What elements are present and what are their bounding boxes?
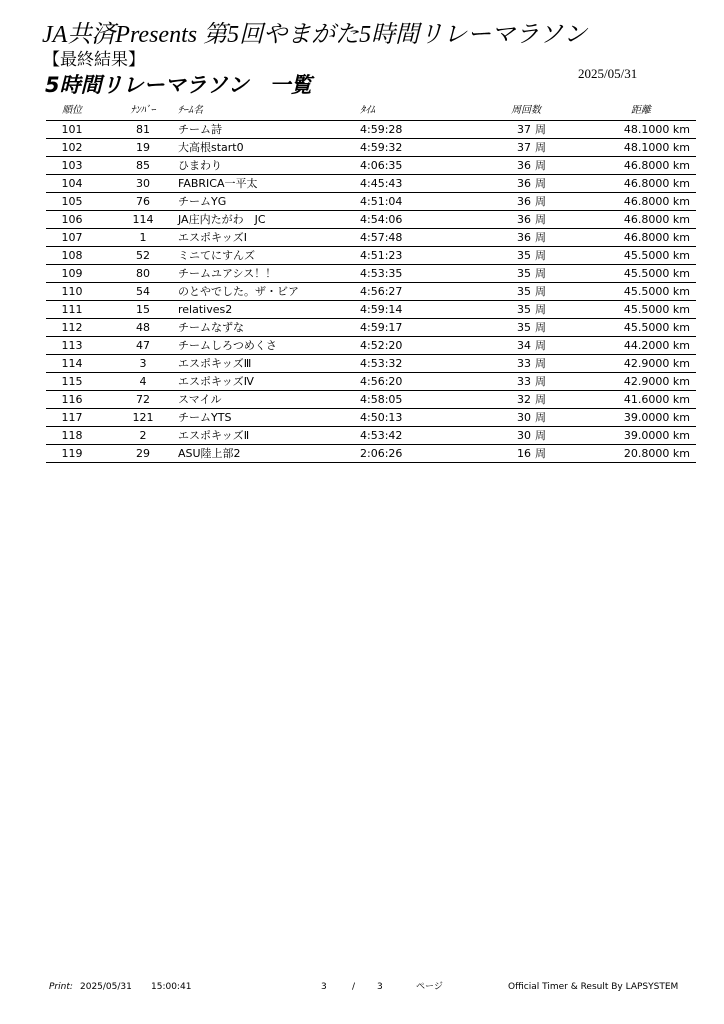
number-cell: 52 — [136, 249, 150, 262]
laps-unit: 周 — [535, 447, 546, 460]
laps-value: 37 — [517, 123, 531, 136]
header-time: ﾀｲﾑ — [360, 105, 375, 116]
time-cell: 4:56:27 — [360, 285, 403, 298]
total-pages: 3 — [377, 982, 383, 992]
distance-cell: 45.5000 km — [623, 303, 690, 316]
page-label: ページ — [416, 982, 443, 992]
number-cell: 72 — [136, 393, 150, 406]
distance-cell: 46.8000 km — [623, 159, 690, 172]
distance-cell: 46.8000 km — [623, 231, 690, 244]
laps-cell — [486, 175, 546, 192]
laps-unit: 周 — [535, 231, 546, 244]
laps-value: 30 — [517, 411, 531, 424]
laps-cell — [486, 391, 546, 408]
table-row — [46, 319, 696, 337]
number-cell: 85 — [136, 159, 150, 172]
distance-cell: 41.6000 km — [623, 393, 690, 406]
distance-cell: 45.5000 km — [623, 267, 690, 280]
rank-cell: 109 — [61, 267, 83, 280]
time-cell: 4:52:20 — [360, 339, 403, 352]
number-cell: 3 — [139, 357, 147, 370]
laps-cell — [486, 265, 546, 282]
team-cell: チームユアシス！！ — [178, 267, 277, 280]
distance-cell: 39.0000 km — [623, 429, 690, 442]
team-cell: ひまわり — [178, 159, 222, 172]
time-cell: 4:56:20 — [360, 375, 403, 388]
laps-unit: 周 — [535, 357, 546, 370]
laps-value: 16 — [517, 447, 531, 460]
number-cell: 114 — [132, 213, 154, 226]
header-laps: 周回数 — [511, 105, 541, 116]
distance-cell: 45.5000 km — [623, 285, 690, 298]
laps-value: 36 — [517, 177, 531, 190]
header-rank: 順位 — [62, 105, 82, 116]
laps-unit: 周 — [535, 321, 546, 334]
number-cell: 30 — [136, 177, 150, 190]
time-cell: 4:58:05 — [360, 393, 403, 406]
number-cell: 2 — [139, 429, 147, 442]
rank-cell: 108 — [61, 249, 83, 262]
rank-cell: 111 — [61, 303, 83, 316]
rank-cell: 115 — [61, 375, 83, 388]
print-time: 15:00:41 — [151, 982, 192, 992]
team-cell: チームYG — [178, 195, 227, 208]
number-cell: 54 — [136, 285, 150, 298]
time-cell: 4:59:32 — [360, 141, 403, 154]
team-cell: スマイル — [178, 393, 222, 406]
results-table — [46, 104, 696, 463]
number-cell: 81 — [136, 123, 150, 136]
table-row — [46, 427, 696, 445]
rank-cell: 116 — [61, 393, 83, 406]
laps-value: 36 — [517, 159, 531, 172]
time-cell: 2:06:26 — [360, 447, 403, 460]
number-cell: 76 — [136, 195, 150, 208]
laps-cell — [486, 409, 546, 426]
laps-cell — [486, 139, 546, 156]
laps-unit: 周 — [535, 303, 546, 316]
laps-cell — [486, 319, 546, 336]
time-cell: 4:59:17 — [360, 321, 403, 334]
laps-cell — [486, 373, 546, 390]
laps-value: 33 — [517, 357, 531, 370]
table-header — [46, 104, 696, 121]
laps-unit: 周 — [535, 429, 546, 442]
number-cell: 1 — [139, 231, 147, 244]
rank-cell: 102 — [61, 141, 83, 154]
laps-unit: 周 — [535, 285, 546, 298]
table-row — [46, 193, 696, 211]
table-row — [46, 445, 696, 463]
table-row — [46, 301, 696, 319]
time-cell: 4:53:42 — [360, 429, 403, 442]
table-body — [46, 121, 696, 463]
laps-unit: 周 — [535, 195, 546, 208]
table-row — [46, 265, 696, 283]
team-cell: JA庄内たがわ JC — [178, 213, 266, 226]
print-label: Print: — [49, 982, 73, 992]
laps-cell — [486, 445, 546, 462]
laps-value: 32 — [517, 393, 531, 406]
page-separator: / — [352, 982, 356, 992]
rank-cell: 110 — [61, 285, 83, 298]
rank-cell: 101 — [61, 123, 83, 136]
team-cell: チームしろつめくさ — [178, 339, 277, 352]
laps-cell — [486, 427, 546, 444]
number-cell: 121 — [132, 411, 154, 424]
table-row — [46, 121, 696, 139]
rank-cell: 118 — [61, 429, 83, 442]
time-cell: 4:59:28 — [360, 123, 403, 136]
time-cell: 4:53:35 — [360, 267, 403, 280]
laps-unit: 周 — [535, 159, 546, 172]
header-number: ﾅﾝﾊﾞｰ — [130, 105, 156, 116]
list-title: 5時間リレーマラソン 一覧 — [45, 73, 312, 97]
time-cell: 4:51:23 — [360, 249, 403, 262]
rank-cell: 119 — [61, 447, 83, 460]
laps-unit: 周 — [535, 375, 546, 388]
laps-unit: 周 — [535, 249, 546, 262]
laps-value: 30 — [517, 429, 531, 442]
laps-value: 33 — [517, 375, 531, 388]
laps-value: 36 — [517, 231, 531, 244]
team-cell: チームなずな — [178, 321, 244, 334]
distance-cell: 42.9000 km — [623, 375, 690, 388]
team-cell: エスポキッズⅡ — [178, 429, 250, 442]
team-cell: ASU陸上部2 — [178, 447, 241, 460]
laps-unit: 周 — [535, 267, 546, 280]
print-date: 2025/05/31 — [80, 982, 132, 992]
distance-cell: 48.1000 km — [623, 141, 690, 154]
laps-cell — [486, 301, 546, 318]
rank-cell: 114 — [61, 357, 83, 370]
laps-cell — [486, 247, 546, 264]
laps-unit: 周 — [535, 393, 546, 406]
time-cell: 4:57:48 — [360, 231, 403, 244]
distance-cell: 46.8000 km — [623, 195, 690, 208]
time-cell: 4:53:32 — [360, 357, 403, 370]
distance-cell: 20.8000 km — [623, 447, 690, 460]
team-cell: チームYTS — [178, 411, 232, 424]
laps-cell — [486, 193, 546, 210]
team-cell: エスポキッズⅢ — [178, 357, 252, 370]
team-cell: エスポキッズⅠ — [178, 231, 248, 244]
rank-cell: 105 — [61, 195, 83, 208]
team-cell: ミニてにすんズ — [178, 249, 255, 262]
number-cell: 19 — [136, 141, 150, 154]
laps-value: 35 — [517, 321, 531, 334]
team-cell: FABRICA一平太 — [178, 177, 258, 190]
rank-cell: 112 — [61, 321, 83, 334]
distance-cell: 42.9000 km — [623, 357, 690, 370]
laps-cell — [486, 157, 546, 174]
table-row — [46, 211, 696, 229]
table-row — [46, 247, 696, 265]
table-row — [46, 409, 696, 427]
laps-value: 36 — [517, 213, 531, 226]
number-cell: 48 — [136, 321, 150, 334]
time-cell: 4:54:06 — [360, 213, 403, 226]
laps-value: 37 — [517, 141, 531, 154]
distance-cell: 44.2000 km — [623, 339, 690, 352]
team-cell: エスポキッズⅣ — [178, 375, 254, 388]
number-cell: 29 — [136, 447, 150, 460]
rank-cell: 113 — [61, 339, 83, 352]
laps-value: 35 — [517, 249, 531, 262]
event-title: JA共済Presents 第5回やまがた5時間リレーマラソン — [42, 22, 588, 48]
table-row — [46, 337, 696, 355]
table-row — [46, 391, 696, 409]
header-team: ﾁｰﾑ名 — [178, 105, 203, 116]
laps-cell — [486, 121, 546, 138]
rank-cell: 117 — [61, 411, 83, 424]
distance-cell: 45.5000 km — [623, 321, 690, 334]
number-cell: 4 — [139, 375, 147, 388]
rank-cell: 104 — [61, 177, 83, 190]
rank-cell: 106 — [61, 213, 83, 226]
laps-unit: 周 — [535, 411, 546, 424]
laps-value: 34 — [517, 339, 531, 352]
laps-cell — [486, 355, 546, 372]
laps-unit: 周 — [535, 141, 546, 154]
laps-cell — [486, 283, 546, 300]
team-cell: チーム詩 — [178, 123, 222, 136]
laps-cell — [486, 337, 546, 354]
laps-value: 35 — [517, 267, 531, 280]
timer-credit: Official Timer & Result By LAPSYSTEM — [508, 982, 679, 992]
team-cell: relatives2 — [178, 303, 233, 316]
page-number: 3 — [321, 982, 327, 992]
table-row — [46, 175, 696, 193]
table-row — [46, 355, 696, 373]
table-row — [46, 229, 696, 247]
result-subtitle: 【最終結果】 — [43, 50, 145, 70]
laps-cell — [486, 211, 546, 228]
table-row — [46, 373, 696, 391]
page-footer — [0, 980, 724, 994]
table-row — [46, 157, 696, 175]
distance-cell: 39.0000 km — [623, 411, 690, 424]
rank-cell: 107 — [61, 231, 83, 244]
time-cell: 4:45:43 — [360, 177, 403, 190]
distance-cell: 48.1000 km — [623, 123, 690, 136]
team-cell: 大高根start0 — [178, 141, 244, 154]
laps-value: 36 — [517, 195, 531, 208]
rank-cell: 103 — [61, 159, 83, 172]
time-cell: 4:50:13 — [360, 411, 403, 424]
time-cell: 4:06:35 — [360, 159, 403, 172]
table-row — [46, 139, 696, 157]
laps-unit: 周 — [535, 177, 546, 190]
number-cell: 15 — [136, 303, 150, 316]
number-cell: 80 — [136, 267, 150, 280]
distance-cell: 46.8000 km — [623, 213, 690, 226]
team-cell: のとやでした。ザ・ビア — [178, 285, 299, 298]
distance-cell: 45.5000 km — [623, 249, 690, 262]
laps-unit: 周 — [535, 213, 546, 226]
report-date: 2025/05/31 — [578, 66, 638, 81]
time-cell: 4:59:14 — [360, 303, 403, 316]
number-cell: 47 — [136, 339, 150, 352]
laps-value: 35 — [517, 285, 531, 298]
header-distance: 距離 — [631, 105, 651, 116]
laps-cell — [486, 229, 546, 246]
laps-value: 35 — [517, 303, 531, 316]
table-row — [46, 283, 696, 301]
distance-cell: 46.8000 km — [623, 177, 690, 190]
laps-unit: 周 — [535, 339, 546, 352]
time-cell: 4:51:04 — [360, 195, 403, 208]
laps-unit: 周 — [535, 123, 546, 136]
